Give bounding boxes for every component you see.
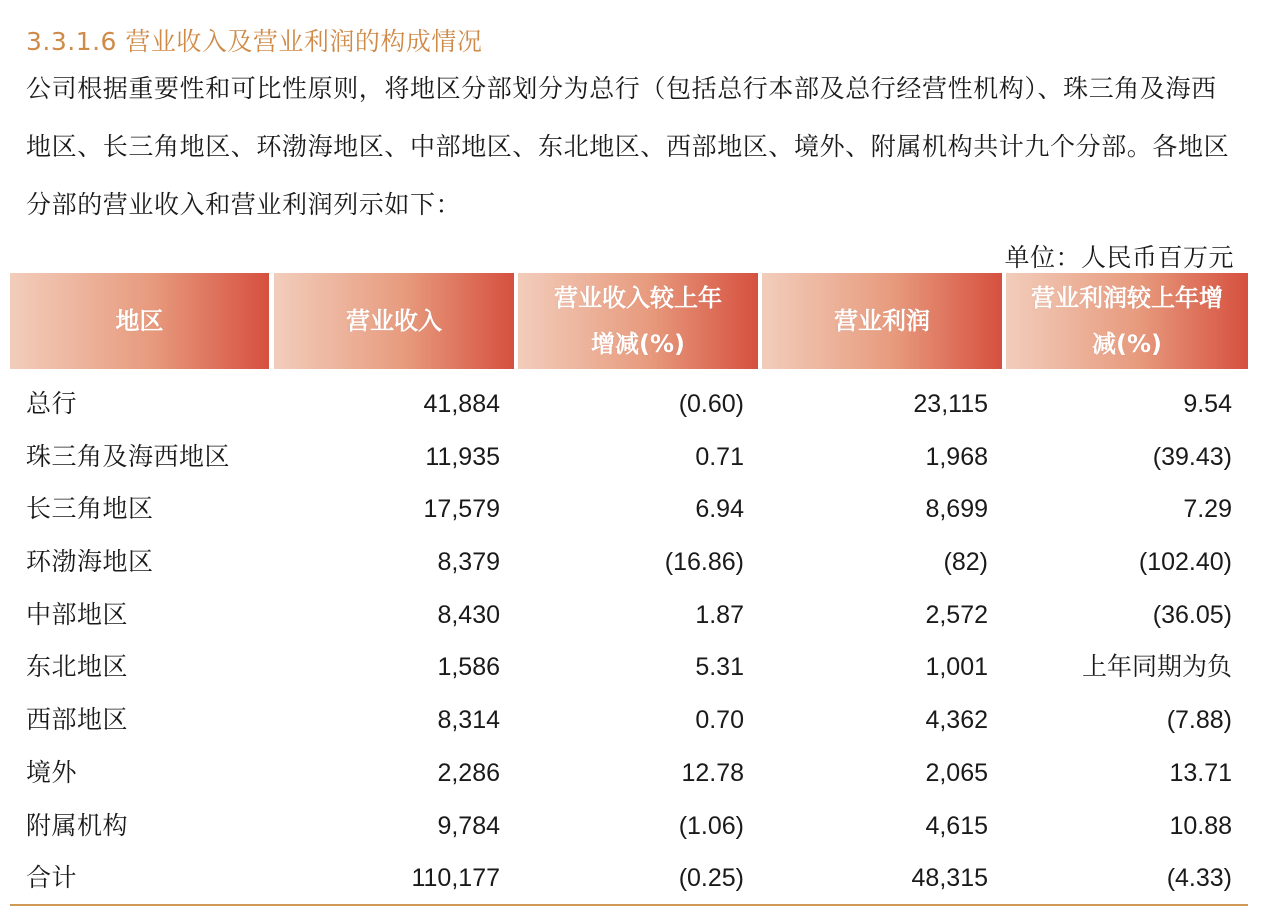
cell-revenue: 2,286 bbox=[437, 758, 500, 787]
cell-profit-change: (4.33) bbox=[1166, 864, 1232, 893]
table-row bbox=[10, 800, 1248, 853]
cell-revenue: 8,314 bbox=[437, 706, 500, 735]
cell-region: 附属机构 bbox=[26, 810, 129, 840]
cell-revenue-change: (0.60) bbox=[678, 390, 744, 418]
table-row bbox=[10, 431, 1248, 484]
cell-revenue-change: 1.87 bbox=[695, 600, 744, 629]
cell-region: 珠三角及海西地区 bbox=[26, 441, 231, 471]
cell-revenue-change: 5.31 bbox=[695, 653, 744, 682]
header-profit-change: 营业利润较上年增减(%) bbox=[1006, 273, 1248, 369]
table-row bbox=[10, 536, 1248, 589]
table-row bbox=[10, 589, 1248, 642]
cell-profit-change: 9.54 bbox=[1183, 390, 1232, 418]
cell-profit: 8,699 bbox=[925, 495, 988, 524]
cell-profit-change: 10.88 bbox=[1169, 811, 1232, 840]
section-title: 3.3.1.6 营业收入及营业利润的构成情况 bbox=[26, 27, 483, 56]
cell-profit-change: 13.71 bbox=[1169, 758, 1232, 787]
cell-region: 中部地区 bbox=[26, 599, 129, 629]
cell-profit: 23,115 bbox=[913, 390, 988, 418]
cell-region: 东北地区 bbox=[26, 652, 129, 682]
cell-profit: 2,065 bbox=[925, 758, 988, 787]
table-body bbox=[10, 378, 1248, 905]
cell-revenue-change: 12.78 bbox=[681, 758, 744, 787]
cell-region: 西部地区 bbox=[26, 705, 129, 735]
cell-revenue-change: 0.71 bbox=[695, 442, 744, 471]
cell-profit-change: (39.43) bbox=[1152, 442, 1232, 471]
cell-region: 境外 bbox=[26, 757, 78, 787]
cell-profit-change: (36.05) bbox=[1152, 600, 1232, 629]
cell-region: 长三角地区 bbox=[26, 494, 154, 524]
table-row bbox=[10, 747, 1248, 800]
cell-revenue: 9,784 bbox=[437, 811, 500, 840]
cell-revenue: 110,177 bbox=[411, 864, 500, 893]
cell-profit: 4,362 bbox=[925, 706, 988, 735]
cell-profit-change: (102.40) bbox=[1138, 548, 1232, 577]
cell-profit: 1,001 bbox=[925, 653, 988, 682]
table-row bbox=[10, 483, 1248, 536]
cell-revenue: 8,430 bbox=[437, 600, 500, 629]
intro-paragraph: 公司根据重要性和可比性原则，将地区分部划分为总行（包括总行本部及总行经营性机构）、珠三角及海西地区、长三角地区、环渤海地区、中部地区、东北地区、西部地区、境外、附属机构共计九个分部。各地区分部的营业收入和营业利润列示如下： bbox=[26, 74, 1230, 219]
cell-profit-change: 7.29 bbox=[1183, 495, 1232, 524]
table-row bbox=[10, 694, 1248, 747]
table-row bbox=[10, 378, 1248, 431]
cell-revenue-change: (1.06) bbox=[678, 811, 744, 840]
cell-profit: 1,968 bbox=[925, 442, 988, 471]
unit-label: 单位：人民币百万元 bbox=[1004, 243, 1234, 272]
header-revenue: 营业收入 bbox=[274, 273, 514, 369]
cell-revenue-change: (0.25) bbox=[678, 864, 744, 893]
header-profit: 营业利润 bbox=[762, 273, 1002, 369]
cell-revenue-change: 6.94 bbox=[695, 495, 744, 524]
cell-region: 环渤海地区 bbox=[26, 547, 154, 577]
cell-revenue-change: (16.86) bbox=[664, 548, 744, 577]
header-region: 地区 bbox=[10, 273, 269, 369]
table-header bbox=[10, 273, 1248, 369]
cell-profit: 48,315 bbox=[911, 864, 988, 893]
cell-profit: 2,572 bbox=[925, 600, 988, 629]
cell-revenue: 17,579 bbox=[423, 495, 500, 524]
cell-revenue: 8,379 bbox=[437, 548, 500, 577]
cell-revenue: 41,884 bbox=[423, 390, 500, 418]
cell-region: 总行 bbox=[26, 389, 78, 418]
cell-revenue-change: 0.70 bbox=[695, 706, 744, 735]
cell-region: 合计 bbox=[26, 863, 78, 893]
header-revenue-change: 营业收入较上年增减(%) bbox=[518, 273, 758, 369]
cell-revenue: 1,586 bbox=[437, 653, 500, 682]
cell-profit: (82) bbox=[943, 548, 988, 577]
cell-profit-change: (7.88) bbox=[1166, 706, 1232, 735]
cell-revenue: 11,935 bbox=[425, 442, 500, 471]
table-row bbox=[10, 641, 1248, 694]
table-bottom-rule bbox=[10, 904, 1248, 906]
table-row bbox=[10, 852, 1248, 905]
cell-profit: 4,615 bbox=[925, 811, 988, 840]
cell-profit-change: 上年同期为负 bbox=[1081, 652, 1232, 682]
